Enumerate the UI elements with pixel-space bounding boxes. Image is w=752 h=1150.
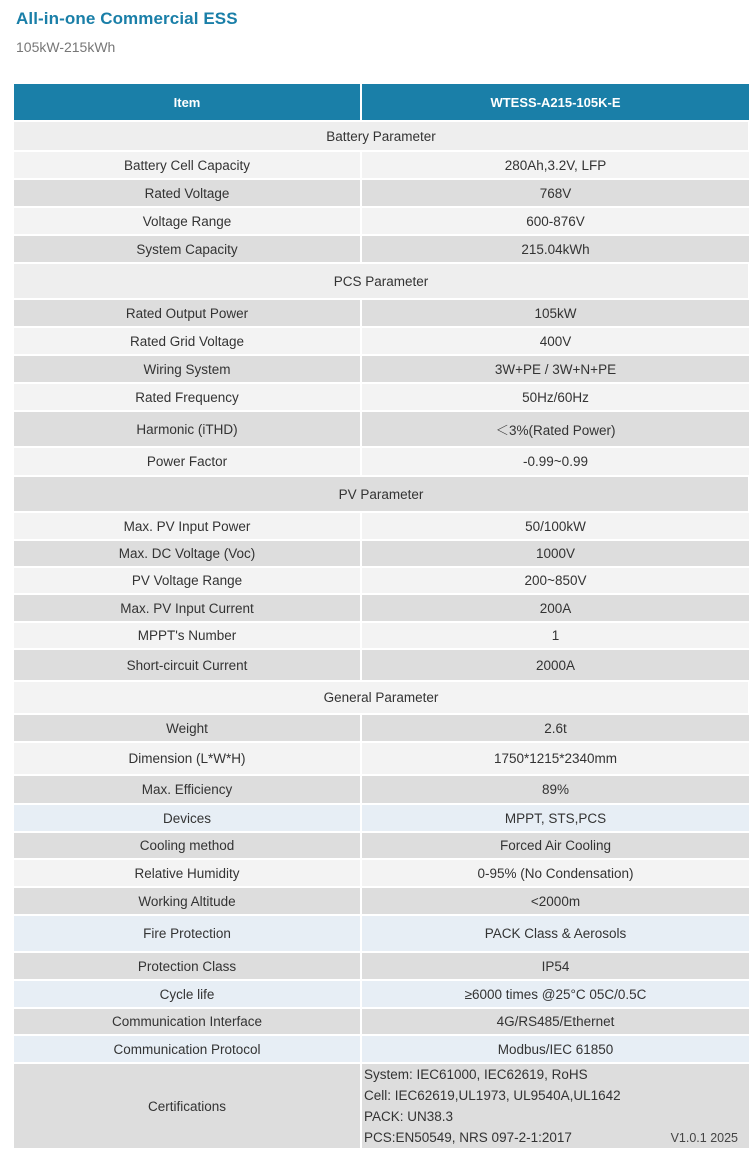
table-row [14,742,749,775]
row-label: Dimension (L*W*H) [14,742,361,775]
row-value: Modbus/IEC 61850 [361,1035,749,1063]
table-row [14,952,749,980]
table-row [14,649,749,681]
table-row [14,447,749,476]
table-row [14,411,749,447]
row-value: 3W+PE / 3W+N+PE [361,355,749,383]
row-value: -0.99~0.99 [361,447,749,476]
section-title: PV Parameter [14,476,749,512]
table-row [14,355,749,383]
certification-line: Cell: IEC62619,UL1973, UL9540A,UL1642 [364,1088,621,1103]
table-row [14,804,749,832]
row-value: 200~850V [361,567,749,594]
table-row [14,1008,749,1035]
row-value: ≥6000 times @25°C 05C/0.5C [361,980,749,1008]
row-label: Rated Frequency [14,383,361,411]
row-value: 600-876V [361,207,749,235]
row-label: Max. DC Voltage (Voc) [14,540,361,567]
row-label: Certifications [14,1063,361,1149]
row-value: 1000V [361,540,749,567]
row-value: <2000m [361,887,749,915]
table-row [14,980,749,1008]
section-row-pv [14,476,749,512]
row-label: Rated Voltage [14,179,361,207]
section-title: Battery Parameter [14,121,749,151]
table-header-row [14,84,749,121]
table-row [14,887,749,915]
table-row [14,151,749,179]
row-value: IP54 [361,952,749,980]
table-row [14,594,749,622]
row-value: 400V [361,327,749,355]
row-value: 215.04kWh [361,235,749,263]
row-value: 768V [361,179,749,207]
row-value: 0-95% (No Condensation) [361,859,749,887]
table-row [14,179,749,207]
row-value: 280Ah,3.2V, LFP [361,151,749,179]
row-value: 50/100kW [361,512,749,540]
row-label: Harmonic (iTHD) [14,411,361,447]
certification-line: System: IEC61000, IEC62619, RoHS [364,1067,588,1082]
table-row [14,832,749,859]
row-value: 1750*1215*2340mm [361,742,749,775]
row-label: Power Factor [14,447,361,476]
row-value: 89% [361,775,749,804]
table-row [14,1035,749,1063]
row-label: Fire Protection [14,915,361,952]
table-row [14,622,749,649]
row-value: ＜3%(Rated Power) [361,411,749,447]
row-value: 50Hz/60Hz [361,383,749,411]
certification-line: PCS:EN50549, NRS 097-2-1:2017 [364,1130,572,1145]
row-label: Max. PV Input Power [14,512,361,540]
row-label: System Capacity [14,235,361,263]
table-row [14,235,749,263]
row-label: Battery Cell Capacity [14,151,361,179]
row-label: Relative Humidity [14,859,361,887]
row-value: MPPT, STS,PCS [361,804,749,832]
column-header-item: Item [14,84,361,121]
row-label: MPPT's Number [14,622,361,649]
row-label: Voltage Range [14,207,361,235]
row-label: Communication Interface [14,1008,361,1035]
row-label: Devices [14,804,361,832]
row-label: Weight [14,714,361,742]
table-row [14,540,749,567]
row-label: PV Voltage Range [14,567,361,594]
row-label: Cycle life [14,980,361,1008]
section-row-pcs [14,263,749,299]
table-row [14,327,749,355]
section-title: PCS Parameter [14,263,749,299]
spec-table [14,84,750,1150]
table-row [14,567,749,594]
table-row [14,299,749,327]
table-row [14,915,749,952]
page-title: All-in-one Commercial ESS [16,9,238,28]
row-label: Protection Class [14,952,361,980]
page-subtitle: 105kW-215kWh [16,39,116,55]
row-label: Communication Protocol [14,1035,361,1063]
version-label: V1.0.1 2025 [670,1131,738,1145]
row-value: 2.6t [361,714,749,742]
row-label: Max. Efficiency [14,775,361,804]
table-row [14,714,749,742]
table-row [14,383,749,411]
row-value: 4G/RS485/Ethernet [361,1008,749,1035]
row-value: PACK Class & Aerosols [361,915,749,952]
section-row-battery [14,121,749,151]
column-header-model: WTESS-A215-105K-E [361,84,749,121]
table-row [14,512,749,540]
certification-line: PACK: UN38.3 [364,1109,454,1124]
row-label: Cooling method [14,832,361,859]
table-row [14,207,749,235]
row-value: Forced Air Cooling [361,832,749,859]
row-value: 2000A [361,649,749,681]
row-label: Short-circuit Current [14,649,361,681]
section-title: General Parameter [14,681,749,714]
table-row [14,859,749,887]
row-label: Rated Grid Voltage [14,327,361,355]
row-label: Working Altitude [14,887,361,915]
row-label: Rated Output Power [14,299,361,327]
row-label: Max. PV Input Current [14,594,361,622]
table-row-certifications [14,1063,749,1149]
row-value: 200A [361,594,749,622]
row-value: 1 [361,622,749,649]
row-value: 105kW [361,299,749,327]
section-row-general [14,681,749,714]
row-label: Wiring System [14,355,361,383]
table-row [14,775,749,804]
